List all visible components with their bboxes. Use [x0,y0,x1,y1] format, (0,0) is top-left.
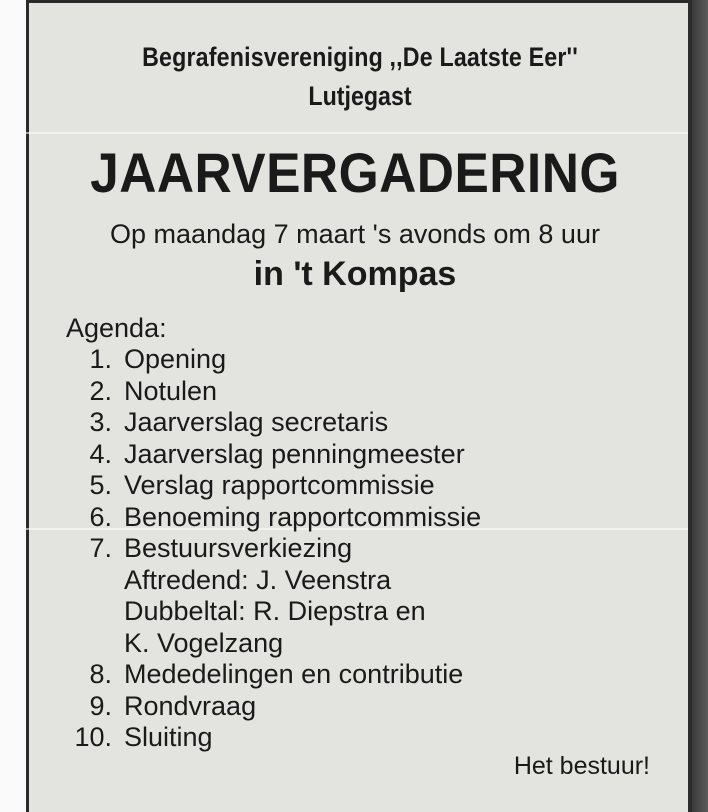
list-item [60,533,660,565]
agenda-item-number: 5. [89,470,112,500]
agenda-item-number: 6. [89,501,112,532]
list-item [60,407,660,439]
page-title: JAARVERGADERING [90,141,620,204]
agenda-item-text: Verslag rapportcommissie [124,470,435,500]
agenda-item-number: 10. [74,722,112,752]
agenda-item-detail: Dubbeltal: R. Diepstra en [124,596,426,626]
agenda-item-number: 4. [89,438,112,469]
list-item [60,470,660,502]
agenda-item-detail: Aftredend: J. Veenstra [124,564,392,595]
paper-fold-line [26,132,688,134]
event-date-time: Op maandag 7 maart 's avonds om 8 uur [110,219,600,249]
agenda-item-text: Jaarverslag secretaris [124,407,389,437]
association-place: Lutjegast [308,81,412,111]
clipping-shadow-fade [692,0,708,812]
agenda-item-text: Opening [124,344,227,374]
agenda-list [60,344,660,754]
agenda-item-text: Mededelingen en contributie [124,659,464,689]
association-name: Begrafenisvereniging ,,De Laatste Eer'' [142,42,578,72]
agenda-item-detail-row [60,628,660,660]
agenda-item-detail-row [60,596,660,628]
agenda-item-text: Jaarverslag penningmeester [124,438,465,469]
signoff: Het bestuur! [513,752,650,780]
agenda-item-text: Notulen [124,375,218,406]
agenda-item-text: Sluiting [124,722,213,752]
list-item [60,502,660,534]
list-item [60,439,660,471]
agenda-item-text: Bestuursverkiezing [124,533,353,563]
agenda-item-number: 1. [89,344,112,374]
agenda-item-text: Benoeming rapportcommissie [124,501,482,532]
list-item [60,344,660,376]
agenda-item-number: 2. [89,375,112,406]
list-item [60,659,660,691]
agenda-item-number: 7. [89,533,112,563]
agenda-heading: Agenda: [66,313,167,343]
agenda-item-number: 3. [89,407,112,437]
agenda-item-number: 8. [89,659,112,689]
agenda-item-detail-row [60,565,660,597]
page-margin [0,0,26,812]
list-item [60,691,660,723]
agenda-item-number: 9. [89,690,112,721]
agenda-item-text: Rondvraag [124,690,257,721]
agenda-item-detail: K. Vogelzang [124,627,284,658]
event-location: in 't Kompas [253,255,457,293]
list-item [60,376,660,408]
list-item [60,722,660,754]
